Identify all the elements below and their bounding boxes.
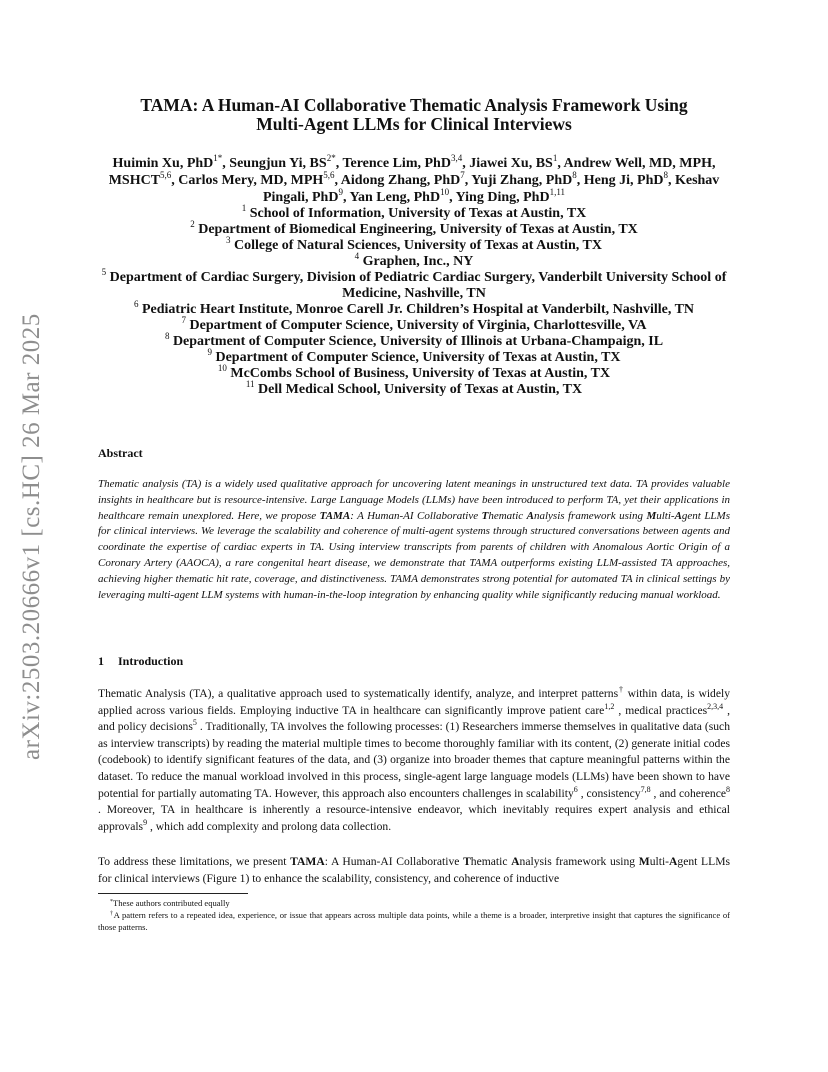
affiliation: $^5$ Department of Cardiac Surgery, Division of Pediatric Cardiac Surgery, Vanderbilt University School of Medicine, Nashville, TN [101, 267, 727, 301]
arxiv-identifier: arXiv:2503.20666v1 [cs.HC] 26 Mar 2025 [18, 313, 45, 760]
title-line-1: TAMA: A Human-AI Collaborative Thematic Analysis Framework Using [140, 95, 688, 115]
affiliation-list [92, 203, 736, 398]
section-number: 1 [98, 654, 104, 668]
abstract-text: Thematic analysis (TA) is a widely used qualitative approach for uncovering latent meanings in unstructured text data. TA provides valuable insights in healthcare but is resource-intensive. Large Language Models (LLMs) have been introduced to perform TA, yet their applications in healthcare remain unexplored. Here, we propose TAMA: A Human-AI Collaborative Thematic Analysis framework using Multi-Agent LLMs for clinical interviews. We leverage the scalability and coherence of multi-agent systems through structured conversations between agents and coordinate the expertise of cardiac experts in TA. Using interview transcripts from parents of children with Anomalous Aortic Origin of a Coronary Artery (AAOCA), a rare congenital heart disease, we demonstrate that TAMA outperforms existing LLM-assisted TA approaches, achieving higher thematic hit rate, coverage, and distinctiveness. TAMA demonstrates strong potential for automated TA in clinical settings by leveraging multi-agent LLM systems with human-in-the-loop integration by enhancing quality while significantly reducing manual workload. [98, 478, 730, 601]
footnote-1: *These authors contributed equally [110, 898, 230, 908]
author: Yan Leng, PhD$^{10}$ [349, 187, 450, 205]
abstract-heading: Abstract [98, 446, 143, 460]
citation[interactable]: 8 [725, 784, 730, 794]
author: Huimin Xu, PhD$^{1*}$ [112, 153, 223, 171]
author-list: Huimin Xu, PhD$^{1*}$, Seungjun Yi, $BS^{2*}$, Terence Lim, PhD$^{3,4}$, Jiawei Xu, $BS^1$, Andrew Well, MD, MPH, MSHCT$^{5,6}$, Carlos Mery, MD, MPH$^{5,6}$, Aidong Zhang, PhD$^7$, Yuji Zhang, PhD$^8$, Heng Ji, PhD$^8$, Keshav Pingali, PhD$^9$, Yan Leng, PhD$^{10}$, Ying Ding, PhD$^{1,11}$ [108, 153, 720, 205]
author: Terence Lim, PhD$^{3,4}$ [342, 153, 463, 171]
citation[interactable]: 9 [143, 817, 148, 827]
affiliation: $^6$ Pediatric Heart Institute, Monroe Carell Jr. Children’s Hospital at Vanderbilt, Nashville, TN [133, 299, 695, 317]
author: Heng Ji, PhD$^8$ [583, 170, 668, 188]
author: Carlos Mery, MD, MPH$^{5,6}$ [178, 170, 335, 188]
affiliation: $^1$ School of Information, University of Texas at Austin, TX [241, 203, 587, 221]
author: Keshav Pingali, PhD$^9$ [262, 173, 720, 205]
affiliation: $^3$ College of Natural Sciences, University of Texas at Austin, TX [225, 235, 602, 253]
author: Yuji Zhang, PhD$^8$ [471, 170, 577, 188]
affiliation: $^8$ Department of Computer Science, University of Illinois at Urbana-Champaign, IL [164, 331, 664, 349]
footnote-rule [98, 893, 248, 894]
affiliation: $^2$ Department of Biomedical Engineering, University of Texas at Austin, TX [190, 219, 638, 237]
affiliation: $^4$ Graphen, Inc., NY [354, 251, 474, 269]
affiliation: $^9$ Department of Computer Science, University of Texas at Austin, TX [207, 347, 621, 365]
affiliation: $^7$ Department of Computer Science, University of Virginia, Charlottesville, VA [181, 315, 647, 333]
author: Andrew Well, MD, MPH, MSHCT$^{5,6}$ [108, 156, 716, 188]
affiliation: $^{11}$ Dell Medical School, University of Texas at Austin, TX [245, 379, 583, 397]
citation[interactable]: 5 [192, 718, 197, 728]
author: Seungjun Yi, $BS^{2*}$ [229, 153, 336, 171]
title-line-2: Multi-Agent LLMs for Clinical Interviews [256, 114, 572, 134]
author: Ying Ding, PhD$^{1,11}$ [455, 187, 565, 205]
footnote-2: †A pattern refers to a repeated idea, experience, or issue that appears across multiple data points, while a theme is a broader, interpretive insight that captures the significance of those patterns. [98, 910, 730, 932]
affiliation: $^{10}$ McCombs School of Business, University of Texas at Austin, TX [217, 363, 611, 381]
citation[interactable]: 6 [573, 784, 578, 794]
intro-paragraph-2: To address these limitations, we present TAMA: A Human-AI Collaborative Thematic Analysis framework using Multi-Agent LLMs for clinical interviews (Figure 1) to enhance the scalability, consistency, and coherence of inductive [98, 855, 731, 885]
citation[interactable]: 2,3,4 [707, 701, 724, 711]
paper-title [98, 96, 730, 134]
section-title: Introduction [118, 654, 184, 668]
citation[interactable]: 7,8 [640, 784, 651, 794]
citation[interactable]: 1,2 [604, 701, 615, 711]
intro-paragraph-1: Thematic Analysis (TA), a qualitative approach used to systematically identify, analyze, and interpret patterns† within data, is widely applied across various fields. Employing inductive TA in healthcare can significantly improve patient care$^{1,2}$ , medical practices$^{2,3,4}$ , and policy decisions$^5$ . Traditionally, TA involves the following processes: (1) Researchers immerse themselves in qualitative data (such as interview transcripts) by reading the material multiple times to become thoroughly familiar with its content, (2) generate initial codes (codebook) to identify significant features of the data, and (3) organize into broader themes that capture meaningful patterns within the dataset. To reduce the manual workload involved in this process, single-agent large language models (LLMs) have been shown to have potential for partially automating TA. However, this approach also encounters challenges in scalability$^6$ , consistency$^{7,8}$ , and coherence$^8$ . Moreover, TA in healthcare is inherently a resource-intensive endeavor, which inevitably requires expert analysis and ethical approvals$^9$ , which add complexity and prolong data collection. [98, 685, 731, 833]
author: Aidong Zhang, PhD$^7$ [340, 170, 465, 188]
section-heading-introduction [98, 654, 183, 669]
author: Jiawei Xu, $BS^1$ [469, 153, 558, 171]
